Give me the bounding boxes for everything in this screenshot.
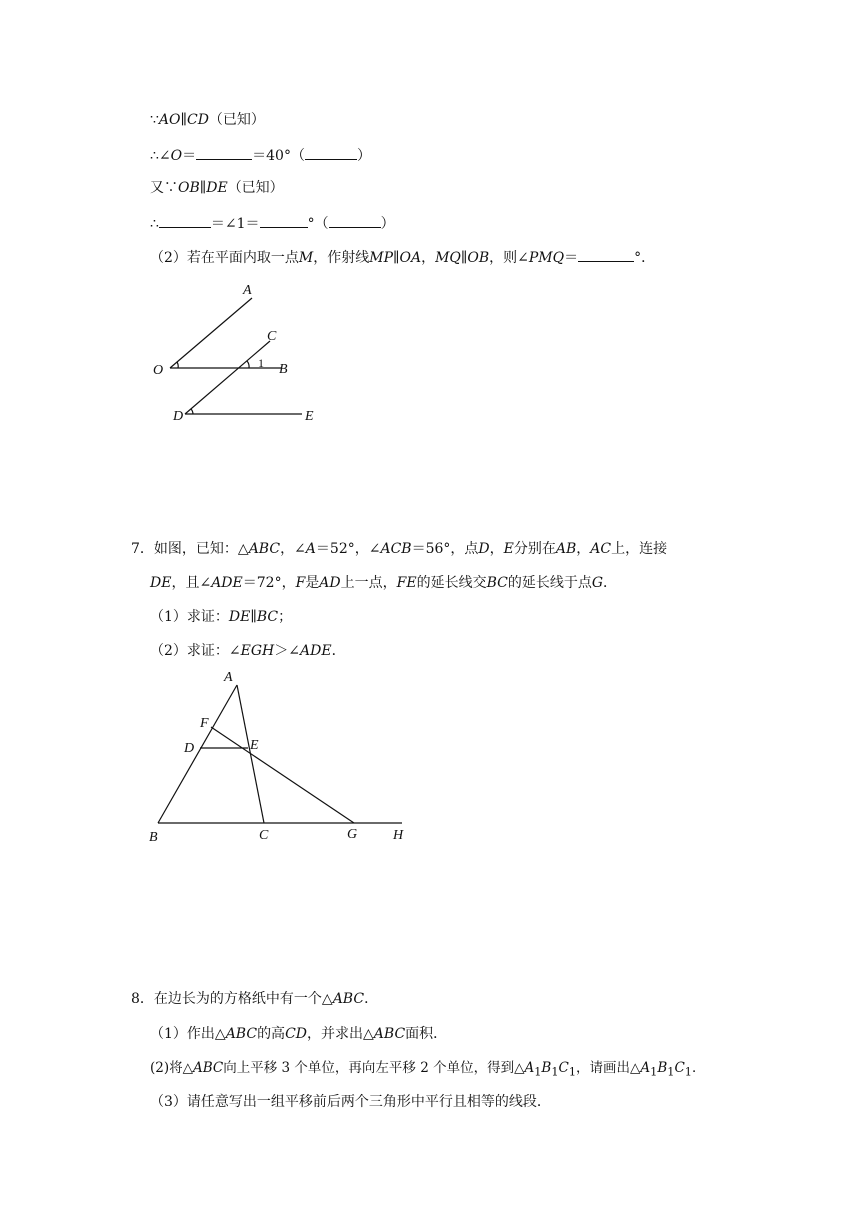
label-O: O: [153, 363, 164, 378]
answer-blank: [196, 145, 252, 160]
answer-blank: [578, 247, 634, 262]
q8-line-1: 8．在边长为的方格纸中有一个△ABC．: [131, 991, 379, 1007]
label-F: F: [200, 716, 209, 731]
q8-line-4: （3）请任意写出一组平移前后两个三角形中平行且相等的线段．: [150, 1094, 551, 1110]
angle-arc-D: [191, 409, 193, 414]
q6-line-4: ∴ ＝∠1＝ °（ ）: [150, 213, 395, 234]
q7-line-4: （2）求证：∠EGH＞∠ADE．: [150, 643, 346, 659]
answer-blank: [159, 213, 211, 228]
label-G: G: [347, 827, 358, 842]
q8-line-3: (2)将△ABC向上平移 3 个单位，再向左平移 2 个单位，得到$\triangle A_1B_1C_1$，请画出$\triangle A_1B_1C_1$．: [150, 1060, 706, 1079]
q6-line-5: （2）若在平面内取一点M，作射线MP∥OA，MQ∥OB，则∠PMQ＝ °．: [150, 247, 655, 268]
label-C: C: [267, 329, 277, 344]
label-D: D: [184, 741, 195, 756]
label-angle-1: 1: [258, 356, 264, 370]
q7-figure: [140, 665, 420, 850]
label-A: A: [243, 283, 252, 298]
label-H: H: [393, 828, 404, 843]
side-AB: [158, 685, 237, 823]
q6-line-1: ∵AO∥CD（已知）: [150, 112, 265, 128]
q6-figure: [140, 278, 340, 428]
angle-arc-O: [177, 362, 178, 368]
q7-line-3: （1）求证：DE∥BC；: [150, 609, 293, 625]
label-E: E: [305, 409, 314, 424]
angle-arc-1: [247, 361, 249, 368]
segment-FG: [211, 727, 354, 823]
answer-blank: [260, 213, 308, 228]
answer-blank: [329, 213, 381, 228]
line-DC: [185, 341, 270, 414]
q7-line-1: 7．如图，已知：△ABC，∠A＝52°，∠ACB＝56°，点D，E分别在AB，AC上，连接: [131, 541, 668, 557]
label-E: E: [250, 738, 259, 753]
answer-blank: [305, 145, 357, 160]
ray-OA: [170, 298, 252, 368]
q8-line-2: （1）作出△ABC的高CD，并求出△ABC面积．: [150, 1026, 448, 1042]
label-D: D: [173, 409, 184, 424]
label-A: A: [224, 670, 233, 685]
label-B: B: [279, 362, 288, 377]
label-C: C: [259, 828, 269, 843]
q6-line-3: 又∵OB∥DE（已知）: [150, 180, 284, 196]
q6-line-2: ∴∠O＝ ＝40°（ ）: [150, 145, 371, 166]
label-B: B: [149, 830, 158, 845]
q7-line-2: DE，且∠ADE＝72°，F是AD上一点，FE的延长线交BC的延长线于点G．: [150, 575, 618, 591]
